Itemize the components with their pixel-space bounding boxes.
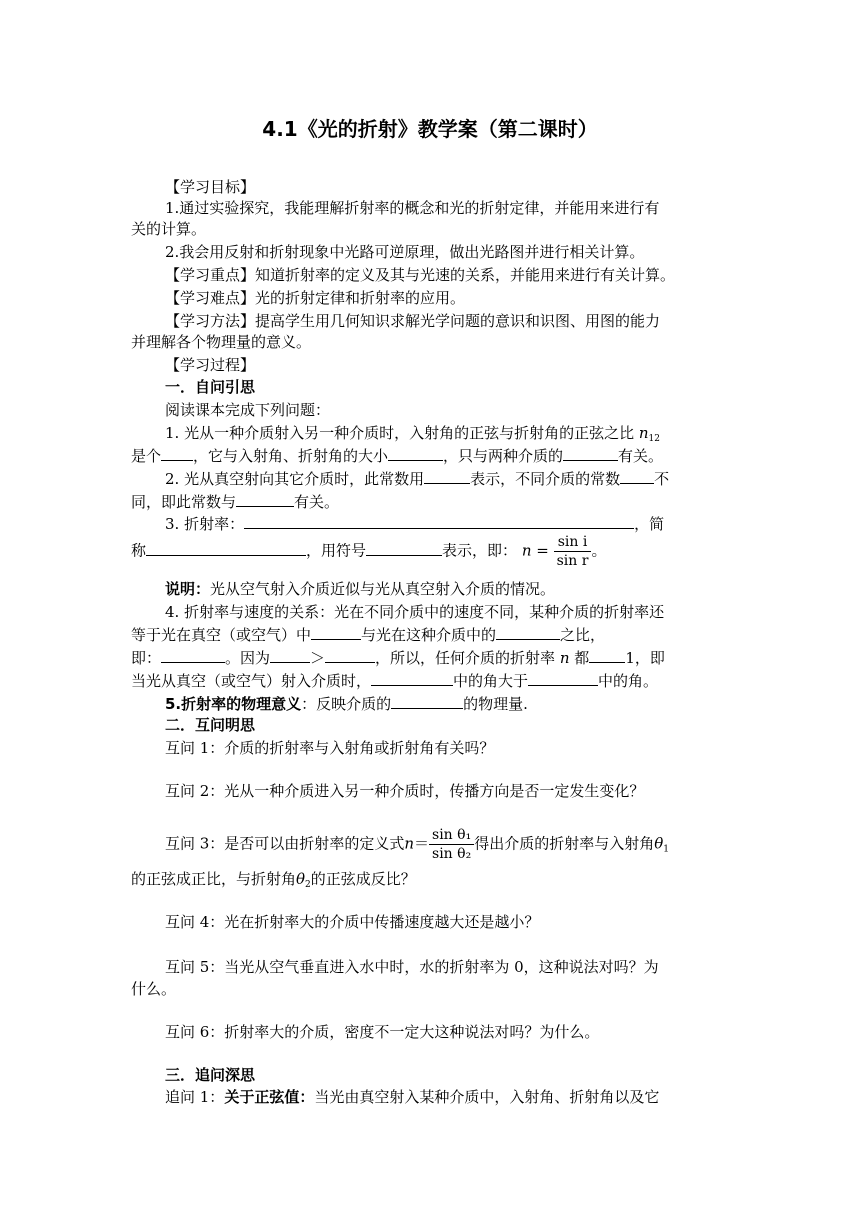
s1-q4-line-d [131, 669, 658, 692]
fill-blank[interactable] [236, 490, 294, 507]
s2-q4: 互问 4：光在折射率大的介质中传播速度越大还是越小？ [165, 913, 540, 931]
s1-q1-b3: ，只与两种介质的 [443, 447, 564, 465]
formula-denominator: sin θ₂ [432, 846, 472, 862]
fill-blank[interactable] [311, 623, 361, 640]
formula-numerator: sin θ₁ [429, 826, 474, 845]
s1-q2-a1: 2. 光从真空射向其它介质时，此常数用 [165, 470, 425, 488]
s2-q2: 互问 2：光从一种介质进入另一种介质时，传播方向是否一定发生变化？ [165, 782, 645, 800]
s1-q3-b3: 表示，即： [442, 541, 518, 560]
formula-denominator: sin r [556, 553, 589, 569]
focus-line [165, 264, 675, 286]
s1-q3-line-a [165, 512, 664, 535]
section2-heading: 二．互问明思 [165, 716, 256, 734]
s1-q4-line-c [131, 646, 665, 669]
s1-q4-c2: 。因为 [225, 649, 271, 667]
process-heading: 【学习过程】 [165, 356, 256, 374]
s1-note [165, 578, 555, 600]
s3-q1-label: 关于正弦值： [224, 1088, 315, 1106]
s1-q4-c1: 即： [131, 649, 162, 667]
fill-blank[interactable] [371, 669, 453, 686]
fill-blank[interactable] [388, 444, 443, 461]
n12-subscript: 12 [648, 434, 660, 444]
fill-blank[interactable] [366, 539, 442, 556]
focus-label: 【学习重点】 [165, 266, 256, 284]
s1-q3-a2: ，简 [634, 515, 665, 533]
s1-q1-b4: 有关。 [618, 447, 664, 465]
equals-sign: ＝ [414, 834, 430, 853]
n-symbol: n [404, 834, 414, 853]
n12-symbol: n [638, 424, 649, 442]
s1-q4-c3: ＞ [310, 649, 326, 667]
s1-q2-b1: 同，即此常数与 [131, 493, 237, 511]
s1-q5-line [165, 692, 528, 715]
s1-q4-line-b [131, 623, 605, 646]
s1-q4-c4: ，所以，任何介质的折射率 [375, 649, 556, 667]
s2-q5-line-b: 什么。 [131, 980, 177, 998]
s1-q4-b3: 之比， [560, 626, 606, 644]
fill-blank[interactable] [391, 692, 463, 709]
s1-q2-a3: 不 [654, 470, 670, 488]
refraction-definition-formula [429, 826, 474, 863]
note-text: 光从空气射入介质近似与光从真空射入介质的情况。 [210, 580, 556, 598]
s1-q5-b: 的物理量. [463, 695, 528, 713]
s2-q1: 互问 1：介质的折射率与入射角或折射角有关吗？ [165, 739, 495, 757]
s2-q3-c1: 的正弦成正比，与折射角 [131, 870, 297, 888]
s1-q3-b2: ，用符号 [306, 541, 367, 560]
method-line-a [165, 310, 660, 332]
fill-blank[interactable] [496, 623, 560, 640]
s1-q1-text: 1. 光从一种介质射入另一种介质时，入射角的正弦与折射角的正弦之比 [165, 424, 635, 442]
s1-q4-c7: 1，即 [625, 649, 665, 667]
s1-q3-line-b [131, 533, 606, 570]
difficulty-line [165, 287, 465, 309]
s1-q4-c6: 都 [574, 649, 590, 667]
fill-blank[interactable] [424, 467, 470, 484]
s3-q1-prefix: 追问 1： [165, 1088, 225, 1106]
theta1-subscript: 1 [663, 844, 669, 855]
s1-q2-b2: 有关。 [294, 493, 340, 511]
s2-q3-b: 得出介质的折射率与入射角 [474, 834, 655, 853]
section1-heading: 一．自问引思 [165, 378, 256, 396]
focus-text: 知道折射率的定义及其与光速的关系，并能用来进行有关计算。 [255, 266, 676, 284]
s2-q3-line-b [131, 868, 416, 896]
fill-blank[interactable] [528, 669, 598, 686]
s1-q4-d2: 中的角大于 [453, 672, 529, 690]
s1-q1-b2: ，它与入射角、折射角的大小 [193, 447, 389, 465]
s2-q6: 互问 6：折射率大的介质，密度不一定大这种说法对吗？为什么。 [165, 1023, 600, 1041]
refraction-formula [554, 533, 592, 570]
goal-item-1b: 关的计算。 [131, 220, 207, 238]
formula-lhs: n = [521, 541, 549, 560]
s1-q4-b1: 等于光在真空（或空气）中 [131, 626, 312, 644]
s1-q3-b1: 称 [131, 541, 147, 560]
s1-q3-a1: 3. 折射率： [165, 515, 245, 533]
fill-blank[interactable] [161, 646, 225, 663]
s1-q4-b2: 与光在这种介质中的 [361, 626, 497, 644]
s2-q5-line-a: 互问 5：当光从空气垂直进入水中时，水的折射率为 0，这种说法对吗？为 [165, 958, 659, 976]
difficulty-text: 光的折射定律和折射率的应用。 [255, 289, 466, 307]
n-symbol: n [559, 649, 570, 667]
s3-q1 [165, 1086, 659, 1108]
fill-blank[interactable] [589, 646, 625, 663]
s1-q4-line-a: 4. 折射率与速度的关系：光在不同介质中的速度不同，某种介质的折射率还 [165, 603, 665, 621]
s1-q3-b4: 。 [591, 541, 607, 560]
fill-blank[interactable] [161, 444, 193, 461]
s1-q4-d3: 中的角。 [598, 672, 659, 690]
s2-q3-line-a [165, 826, 669, 863]
section3-heading: 三．追问深思 [165, 1066, 256, 1084]
goal-item-2: 2.我会用反射和折射现象中光路可逆原理，做出光路图并进行相关计算。 [165, 243, 645, 261]
s1-q2-a2: 表示，不同介质的常数 [470, 470, 621, 488]
note-label: 说明： [165, 580, 211, 598]
theta1-symbol: θ [654, 834, 664, 853]
fill-blank[interactable] [244, 512, 634, 529]
theta2-symbol: θ [296, 870, 306, 888]
s1-q1-line-b [131, 444, 663, 467]
s1-q4-d1: 当光从真空（或空气）射入介质时， [131, 672, 372, 690]
fill-blank[interactable] [325, 646, 375, 663]
section1-intro: 阅读课本完成下列问题： [165, 401, 331, 419]
fill-blank[interactable] [270, 646, 310, 663]
method-label: 【学习方法】 [165, 312, 256, 330]
goal-item-1a: 1.通过实验探究，我能理解折射率的概念和光的折射定律，并能用来进行有 [165, 199, 660, 217]
q5-label: 5.折射率的物理意义 [165, 695, 302, 713]
method-text-a: 提高学生用几何知识求解光学问题的意识和识图、用图的能力 [255, 312, 661, 330]
s3-q1-text: 当光由真空射入某种介质中，入射角、折射角以及它 [314, 1088, 660, 1106]
s2-q3-c2: 的正弦成反比？ [310, 870, 416, 888]
s1-q2-line-a [165, 467, 669, 490]
fill-blank[interactable] [146, 539, 306, 556]
theta2-subscript: 2 [305, 880, 311, 890]
document-title: 4.1《光的折射》教学案（第二课时） [262, 117, 598, 141]
s1-q1-b1: 是个 [131, 447, 162, 465]
goals-heading: 【学习目标】 [165, 178, 256, 196]
s1-q2-line-b [131, 490, 339, 513]
difficulty-label: 【学习难点】 [165, 289, 256, 307]
s2-q3-a: 互问 3：是否可以由折射率的定义式 [165, 834, 405, 853]
fill-blank[interactable] [620, 467, 654, 484]
s1-q5-a: ：反映介质的 [301, 695, 392, 713]
fill-blank[interactable] [563, 444, 618, 461]
formula-numerator: sin i [554, 533, 592, 552]
method-text-b: 并理解各个物理量的意义。 [131, 333, 312, 351]
